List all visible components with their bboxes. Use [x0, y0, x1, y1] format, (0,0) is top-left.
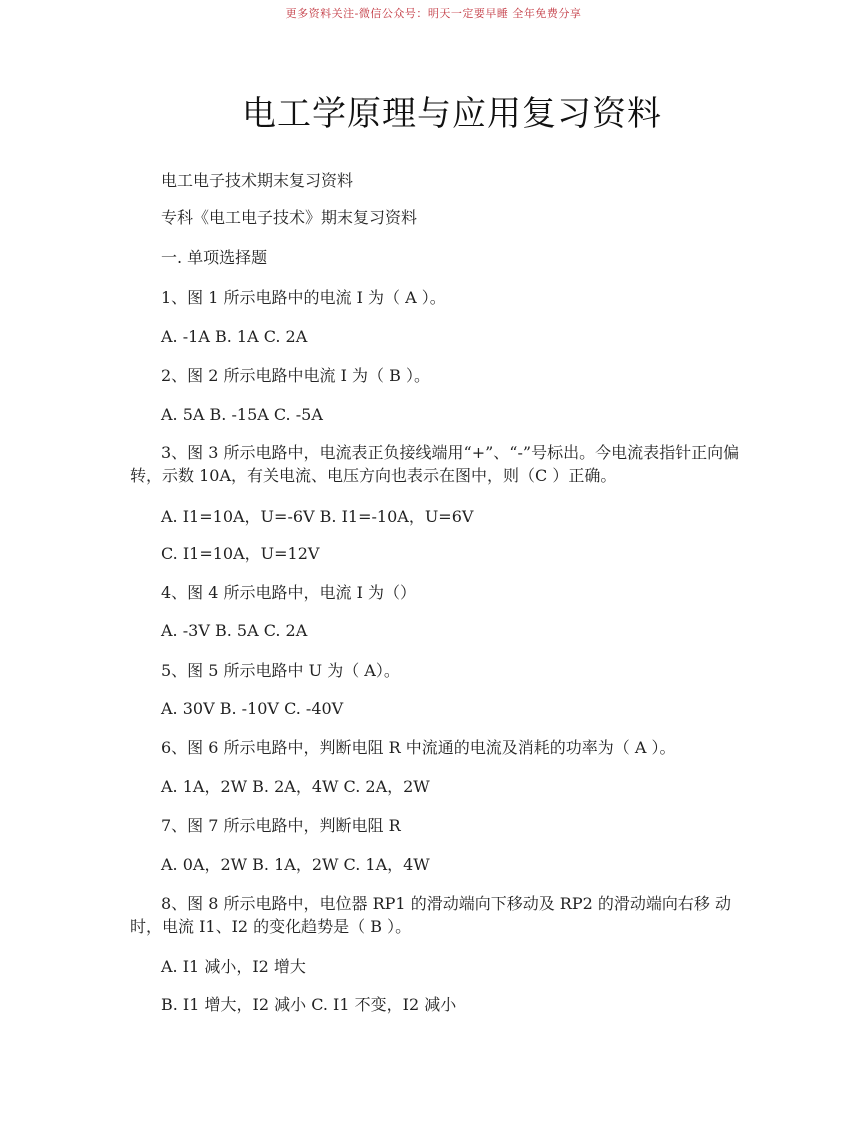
options: A. I1=10A，U=-6V B. I1=-10A，U=6V	[161, 507, 474, 526]
question: 3、图 3 所示电路中，电流表正负接线端用“+”、“-”号标出。今电流表指针正向偏转，示数 10A，有关电流、电压方向也表示在图中，则（C ）正确。	[130, 443, 740, 485]
question: 6、图 6 所示电路中，判断电阻 R 中流通的电流及消耗的功率为（ A ）。	[161, 738, 676, 757]
question: 2、图 2 所示电路中电流 I 为（ B ）。	[161, 366, 430, 385]
paragraph: 电工电子技术期末复习资料	[161, 171, 354, 190]
options: A. 1A，2W B. 2A，4W C. 2A，2W	[161, 777, 430, 796]
options: B. I1 增大，I2 减小 C. I1 不变，I2 减小	[161, 995, 457, 1014]
paragraph: 专科《电工电子技术》期末复习资料	[161, 208, 418, 227]
options: A. 0A，2W B. 1A，2W C. 1A，4W	[161, 855, 430, 874]
document-title: 电工学原理与应用复习资料	[242, 94, 662, 134]
question: 7、图 7 所示电路中，判断电阻 R	[161, 816, 401, 835]
question: 1、图 1 所示电路中的电流 I 为（ A ）。	[161, 288, 446, 307]
section-heading: 一. 单项选择题	[161, 248, 268, 267]
question: 4、图 4 所示电路中，电流 I 为（）	[161, 583, 417, 602]
promo-banner: 更多资料关注-微信公众号：明天一定要早睡 全年免费分享	[285, 7, 582, 20]
options: A. I1 减小，I2 增大	[161, 957, 306, 976]
options: A. -1A B. 1A C. 2A	[161, 327, 308, 346]
options: A. 5A B. -15A C. -5A	[161, 405, 323, 424]
question: 8、图 8 所示电路中，电位器 RP1 的滑动端向下移动及 RP2 的滑动端向右移 动时，电流 I1、I2 的变化趋势是（ B ）。	[130, 894, 731, 936]
options: C. I1=10A，U=12V	[161, 544, 320, 563]
question: 5、图 5 所示电路中 U 为（ A）。	[161, 661, 400, 680]
options: A. -3V B. 5A C. 2A	[161, 621, 308, 640]
options: A. 30V B. -10V C. -40V	[161, 699, 344, 718]
